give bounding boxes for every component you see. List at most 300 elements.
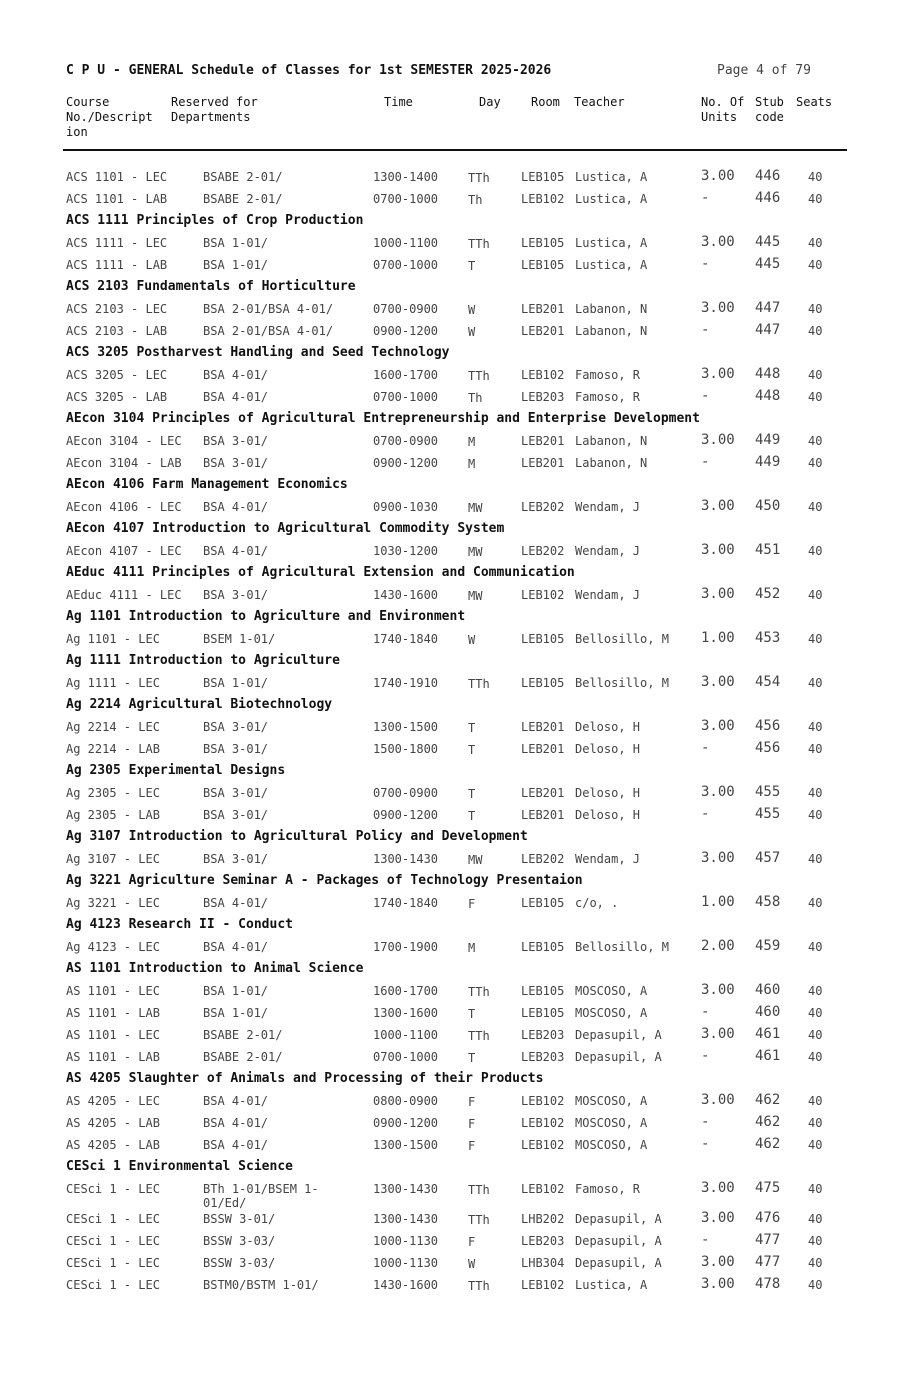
reserved-departments: BSA 2-01/BSA 4-01/	[203, 324, 334, 338]
reserved-departments: BSSW 3-03/	[203, 1256, 276, 1270]
seats: 40	[808, 1050, 823, 1064]
class-time: 1430-1600	[373, 1278, 439, 1292]
class-day: TTh	[468, 1029, 490, 1043]
room: LEB202	[521, 500, 565, 514]
units: -	[701, 388, 710, 404]
class-time: 0900-1200	[373, 808, 439, 822]
seats: 40	[808, 588, 823, 602]
course-title: AEduc 4111 Principles of Agricultural Extension and Communication	[66, 565, 575, 580]
reserved-departments: BSTM0/BSTM 1-01/	[203, 1278, 319, 1292]
room: LEB201	[521, 456, 565, 470]
room: LEB203	[521, 390, 565, 404]
room: LHB304	[521, 1256, 565, 1270]
seats: 40	[808, 808, 823, 822]
class-day: Th	[468, 193, 483, 207]
reserved-departments: BSA 4-01/	[203, 896, 269, 910]
course-code: Ag 1101 - LEC	[66, 632, 160, 646]
stub-code: 461	[755, 1026, 781, 1042]
stub-code: 451	[755, 542, 781, 558]
course-code: ACS 1111 - LAB	[66, 258, 168, 272]
teacher: MOSCOSO, A	[575, 1094, 648, 1108]
course-code: ACS 1111 - LEC	[66, 236, 168, 250]
class-time: 1300-1600	[373, 1006, 439, 1020]
class-day: M	[468, 457, 476, 471]
seats: 40	[808, 500, 823, 514]
reserved-departments: BSA 3-01/	[203, 808, 269, 822]
stub-code: 460	[755, 982, 781, 998]
class-time: 0700-0900	[373, 434, 439, 448]
course-title: AS 4205 Slaughter of Animals and Processing of their Products	[66, 1071, 544, 1086]
room: LEB105	[521, 236, 565, 250]
stub-code: 462	[755, 1114, 781, 1130]
units: 3.00	[701, 850, 735, 866]
units: 3.00	[701, 1026, 735, 1042]
page-title: C P U - GENERAL Schedule of Classes for 1st SEMESTER 2025-2026	[66, 63, 552, 78]
class-day: F	[468, 1117, 476, 1131]
class-day: F	[468, 1095, 476, 1109]
course-code: AS 1101 - LEC	[66, 1028, 160, 1042]
seats: 40	[808, 324, 823, 338]
course-title: ACS 3205 Postharvest Handling and Seed Technology	[66, 345, 450, 360]
class-day: TTh	[468, 237, 490, 251]
course-code: AEcon 3104 - LAB	[66, 456, 182, 470]
class-day: T	[468, 787, 476, 801]
course-code: AS 4205 - LAB	[66, 1116, 160, 1130]
col-header-reserved: Reserved for Departments	[171, 95, 258, 124]
teacher: Depasupil, A	[575, 1050, 662, 1064]
class-time: 1740-1840	[373, 896, 439, 910]
reserved-departments: BSA 4-01/	[203, 544, 269, 558]
seats: 40	[808, 984, 823, 998]
class-time: 1600-1700	[373, 368, 439, 382]
course-title: Ag 3107 Introduction to Agricultural Policy and Development	[66, 829, 528, 844]
teacher: Lustica, A	[575, 170, 648, 184]
units: -	[701, 1004, 710, 1020]
class-day: T	[468, 1051, 476, 1065]
teacher: MOSCOSO, A	[575, 1006, 648, 1020]
teacher: Depasupil, A	[575, 1234, 662, 1248]
units: 3.00	[701, 586, 735, 602]
room: LEB201	[521, 434, 565, 448]
units: -	[701, 740, 710, 756]
stub-code: 445	[755, 256, 781, 272]
units: 3.00	[701, 1254, 735, 1270]
class-time: 1000-1130	[373, 1256, 439, 1270]
room: LEB105	[521, 632, 565, 646]
class-time: 1300-1500	[373, 720, 439, 734]
units: 3.00	[701, 674, 735, 690]
seats: 40	[808, 1212, 823, 1226]
seats: 40	[808, 544, 823, 558]
teacher: Labanon, N	[575, 302, 648, 316]
class-time: 0700-0900	[373, 786, 439, 800]
teacher: Wendam, J	[575, 588, 641, 602]
reserved-departments: BSA 4-01/	[203, 1138, 269, 1152]
class-day: W	[468, 633, 476, 647]
reserved-departments: BSA 3-01/	[203, 786, 269, 800]
class-time: 1300-1430	[373, 1212, 439, 1226]
class-day: MW	[468, 501, 483, 515]
course-code: AEcon 3104 - LEC	[66, 434, 182, 448]
class-day: W	[468, 1257, 476, 1271]
course-title: ACS 1111 Principles of Crop Production	[66, 213, 364, 228]
course-code: Ag 3221 - LEC	[66, 896, 160, 910]
page-number: Page 4 of 79	[717, 63, 811, 78]
units: -	[701, 256, 710, 272]
class-time: 1740-1910	[373, 676, 439, 690]
teacher: Labanon, N	[575, 324, 648, 338]
course-title: Ag 2214 Agricultural Biotechnology	[66, 697, 333, 712]
course-code: Ag 3107 - LEC	[66, 852, 160, 866]
course-title: AEcon 4106 Farm Management Economics	[66, 477, 348, 492]
stub-code: 448	[755, 388, 781, 404]
class-time: 0700-1000	[373, 192, 439, 206]
reserved-departments: BSABE 2-01/	[203, 1050, 283, 1064]
seats: 40	[808, 852, 823, 866]
seats: 40	[808, 896, 823, 910]
course-code: ACS 2103 - LEC	[66, 302, 168, 316]
course-title: Ag 1111 Introduction to Agriculture	[66, 653, 340, 668]
reserved-departments: BSSW 3-03/	[203, 1234, 276, 1248]
class-day: F	[468, 897, 476, 911]
stub-code: 455	[755, 784, 781, 800]
units: 1.00	[701, 894, 735, 910]
seats: 40	[808, 742, 823, 756]
class-day: Th	[468, 391, 483, 405]
reserved-departments: BSA 3-01/	[203, 742, 269, 756]
teacher: Lustica, A	[575, 236, 648, 250]
col-header-day: Day	[479, 95, 501, 109]
room: LEB203	[521, 1234, 565, 1248]
reserved-departments: BSA 1-01/	[203, 984, 269, 998]
reserved-departments: BSA 1-01/	[203, 1006, 269, 1020]
course-code: ACS 3205 - LAB	[66, 390, 168, 404]
stub-code: 446	[755, 168, 781, 184]
stub-code: 462	[755, 1092, 781, 1108]
units: 3.00	[701, 1180, 735, 1196]
class-time: 1030-1200	[373, 544, 439, 558]
seats: 40	[808, 434, 823, 448]
teacher: c/o, .	[575, 896, 619, 910]
course-code: AS 4205 - LAB	[66, 1138, 160, 1152]
stub-code: 477	[755, 1232, 781, 1248]
class-day: TTh	[468, 985, 490, 999]
col-header-teacher: Teacher	[574, 95, 625, 109]
seats: 40	[808, 676, 823, 690]
reserved-departments: BSA 4-01/	[203, 940, 269, 954]
seats: 40	[808, 1256, 823, 1270]
stub-code: 449	[755, 454, 781, 470]
teacher: Bellosillo, M	[575, 632, 669, 646]
course-title: CESci 1 Environmental Science	[66, 1159, 293, 1174]
stub-code: 477	[755, 1254, 781, 1270]
reserved-departments: BSABE 2-01/	[203, 170, 283, 184]
units: -	[701, 322, 710, 338]
teacher: Depasupil, A	[575, 1256, 662, 1270]
teacher: Deloso, H	[575, 742, 641, 756]
stub-code: 454	[755, 674, 781, 690]
stub-code: 456	[755, 740, 781, 756]
course-title: Ag 3221 Agriculture Seminar A - Packages of Technology Presentaion	[66, 873, 583, 888]
units: 3.00	[701, 1276, 735, 1292]
class-time: 1300-1400	[373, 170, 439, 184]
class-time: 1000-1100	[373, 1028, 439, 1042]
course-title: AEcon 4107 Introduction to Agricultural Commodity System	[66, 521, 505, 536]
room: LEB105	[521, 896, 565, 910]
room: LEB201	[521, 302, 565, 316]
units: 3.00	[701, 300, 735, 316]
class-day: TTh	[468, 1279, 490, 1293]
stub-code: 448	[755, 366, 781, 382]
class-day: T	[468, 809, 476, 823]
room: LEB102	[521, 1182, 565, 1196]
units: 3.00	[701, 1210, 735, 1226]
room: LEB203	[521, 1050, 565, 1064]
teacher: Deloso, H	[575, 808, 641, 822]
seats: 40	[808, 1138, 823, 1152]
col-header-course: Course No./Descript ion	[66, 95, 153, 139]
course-code: Ag 2214 - LEC	[66, 720, 160, 734]
course-code: AEduc 4111 - LEC	[66, 588, 182, 602]
seats: 40	[808, 456, 823, 470]
teacher: Lustica, A	[575, 258, 648, 272]
teacher: Famoso, R	[575, 368, 641, 382]
room: LEB203	[521, 1028, 565, 1042]
class-day: M	[468, 435, 476, 449]
class-day: MW	[468, 545, 483, 559]
stub-code: 452	[755, 586, 781, 602]
teacher: Wendam, J	[575, 500, 641, 514]
seats: 40	[808, 1028, 823, 1042]
seats: 40	[808, 302, 823, 316]
reserved-departments: BSABE 2-01/	[203, 192, 283, 206]
room: LEB201	[521, 742, 565, 756]
seats: 40	[808, 236, 823, 250]
room: LEB201	[521, 324, 565, 338]
class-day: MW	[468, 589, 483, 603]
room: LEB105	[521, 258, 565, 272]
course-code: CESci 1 - LEC	[66, 1182, 160, 1196]
course-code: AEcon 4107 - LEC	[66, 544, 182, 558]
units: -	[701, 1114, 710, 1130]
course-code: AS 1101 - LEC	[66, 984, 160, 998]
class-time: 1300-1430	[373, 1182, 439, 1196]
course-code: ACS 1101 - LEC	[66, 170, 168, 184]
units: 3.00	[701, 498, 735, 514]
room: LEB105	[521, 1006, 565, 1020]
col-header-units: No. Of Units	[701, 95, 745, 124]
units: -	[701, 1048, 710, 1064]
class-day: F	[468, 1235, 476, 1249]
stub-code: 457	[755, 850, 781, 866]
class-day: T	[468, 721, 476, 735]
class-time: 0700-0900	[373, 302, 439, 316]
teacher: Famoso, R	[575, 1182, 641, 1196]
stub-code: 458	[755, 894, 781, 910]
units: 3.00	[701, 366, 735, 382]
col-header-time: Time	[384, 95, 413, 109]
course-code: AEcon 4106 - LEC	[66, 500, 182, 514]
units: 3.00	[701, 432, 735, 448]
teacher: Wendam, J	[575, 544, 641, 558]
class-day: F	[468, 1139, 476, 1153]
units: -	[701, 1136, 710, 1152]
seats: 40	[808, 192, 823, 206]
stub-code: 456	[755, 718, 781, 734]
stub-code: 453	[755, 630, 781, 646]
class-day: TTh	[468, 1213, 490, 1227]
class-time: 0900-1200	[373, 456, 439, 470]
class-day: T	[468, 259, 476, 273]
seats: 40	[808, 720, 823, 734]
units: -	[701, 1232, 710, 1248]
course-title: Ag 4123 Research II - Conduct	[66, 917, 293, 932]
class-time: 0700-1000	[373, 258, 439, 272]
course-code: Ag 2214 - LAB	[66, 742, 160, 756]
course-code: CESci 1 - LEC	[66, 1234, 160, 1248]
stub-code: 461	[755, 1048, 781, 1064]
units: 1.00	[701, 630, 735, 646]
teacher: Lustica, A	[575, 192, 648, 206]
teacher: Deloso, H	[575, 786, 641, 800]
room: LEB201	[521, 786, 565, 800]
reserved-departments: BSA 1-01/	[203, 676, 269, 690]
stub-code: 462	[755, 1136, 781, 1152]
seats: 40	[808, 940, 823, 954]
course-title: Ag 1101 Introduction to Agriculture and Environment	[66, 609, 466, 624]
course-code: CESci 1 - LEC	[66, 1278, 160, 1292]
reserved-departments: BSA 3-01/	[203, 588, 269, 602]
col-header-room: Room	[531, 95, 560, 109]
seats: 40	[808, 786, 823, 800]
class-time: 1300-1500	[373, 1138, 439, 1152]
class-time: 0900-1030	[373, 500, 439, 514]
stub-code: 447	[755, 300, 781, 316]
room: LEB105	[521, 676, 565, 690]
seats: 40	[808, 368, 823, 382]
teacher: Bellosillo, M	[575, 940, 669, 954]
reserved-departments: BSA 3-01/	[203, 456, 269, 470]
reserved-departments: BSA 4-01/	[203, 390, 269, 404]
course-code: Ag 1111 - LEC	[66, 676, 160, 690]
course-code: ACS 1101 - LAB	[66, 192, 168, 206]
col-header-seats: Seats	[796, 95, 833, 109]
stub-code: 478	[755, 1276, 781, 1292]
stub-code: 447	[755, 322, 781, 338]
teacher: Famoso, R	[575, 390, 641, 404]
course-code: AS 4205 - LEC	[66, 1094, 160, 1108]
class-time: 1300-1430	[373, 852, 439, 866]
course-code: Ag 2305 - LAB	[66, 808, 160, 822]
room: LEB102	[521, 1094, 565, 1108]
reserved-departments: BSA 4-01/	[203, 1116, 269, 1130]
class-day: TTh	[468, 677, 490, 691]
seats: 40	[808, 390, 823, 404]
reserved-departments: BSEM 1-01/	[203, 632, 276, 646]
teacher: Bellosillo, M	[575, 676, 669, 690]
stub-code: 455	[755, 806, 781, 822]
class-time: 0800-0900	[373, 1094, 439, 1108]
reserved-departments: BSA 3-01/	[203, 434, 269, 448]
reserved-departments: BSA 4-01/	[203, 500, 269, 514]
teacher: Depasupil, A	[575, 1028, 662, 1042]
teacher: Lustica, A	[575, 1278, 648, 1292]
units: 3.00	[701, 168, 735, 184]
units: 3.00	[701, 542, 735, 558]
stub-code: 449	[755, 432, 781, 448]
reserved-departments: BSSW 3-01/	[203, 1212, 276, 1226]
class-time: 1600-1700	[373, 984, 439, 998]
units: 3.00	[701, 982, 735, 998]
class-day: TTh	[468, 1183, 490, 1197]
class-time: 0900-1200	[373, 324, 439, 338]
room: LEB202	[521, 544, 565, 558]
course-code: CESci 1 - LEC	[66, 1256, 160, 1270]
room: LEB105	[521, 940, 565, 954]
seats: 40	[808, 632, 823, 646]
teacher: MOSCOSO, A	[575, 984, 648, 998]
course-code: ACS 3205 - LEC	[66, 368, 168, 382]
room: LEB105	[521, 984, 565, 998]
class-time: 1000-1100	[373, 236, 439, 250]
teacher: Wendam, J	[575, 852, 641, 866]
units: 3.00	[701, 784, 735, 800]
seats: 40	[808, 1094, 823, 1108]
class-time: 1740-1840	[373, 632, 439, 646]
class-time: 1700-1900	[373, 940, 439, 954]
units: 3.00	[701, 234, 735, 250]
reserved-departments: BSA 1-01/	[203, 236, 269, 250]
course-code: Ag 4123 - LEC	[66, 940, 160, 954]
stub-code: 459	[755, 938, 781, 954]
class-time: 0900-1200	[373, 1116, 439, 1130]
class-day: W	[468, 303, 476, 317]
stub-code: 460	[755, 1004, 781, 1020]
class-day: T	[468, 743, 476, 757]
reserved-departments: BSA 1-01/	[203, 258, 269, 272]
class-time: 0700-1000	[373, 390, 439, 404]
seats: 40	[808, 1234, 823, 1248]
units: -	[701, 190, 710, 206]
course-code: Ag 2305 - LEC	[66, 786, 160, 800]
units: 3.00	[701, 1092, 735, 1108]
room: LEB202	[521, 852, 565, 866]
stub-code: 446	[755, 190, 781, 206]
seats: 40	[808, 1006, 823, 1020]
reserved-departments: BSABE 2-01/	[203, 1028, 283, 1042]
room: LEB102	[521, 1138, 565, 1152]
class-time: 1430-1600	[373, 588, 439, 602]
seats: 40	[808, 258, 823, 272]
seats: 40	[808, 1116, 823, 1130]
room: LEB102	[521, 1116, 565, 1130]
course-title: AEcon 3104 Principles of Agricultural Entrepreneurship and Enterprise Development	[66, 411, 700, 426]
units: 2.00	[701, 938, 735, 954]
class-day: MW	[468, 853, 483, 867]
room: LEB102	[521, 192, 565, 206]
col-header-stub: Stub code	[755, 95, 784, 124]
seats: 40	[808, 1182, 823, 1196]
stub-code: 476	[755, 1210, 781, 1226]
reserved-departments: BSA 2-01/BSA 4-01/	[203, 302, 334, 316]
teacher: MOSCOSO, A	[575, 1116, 648, 1130]
room: LEB102	[521, 588, 565, 602]
teacher: Labanon, N	[575, 434, 648, 448]
class-day: M	[468, 941, 476, 955]
stub-code: 445	[755, 234, 781, 250]
stub-code: 475	[755, 1180, 781, 1196]
units: 3.00	[701, 718, 735, 734]
